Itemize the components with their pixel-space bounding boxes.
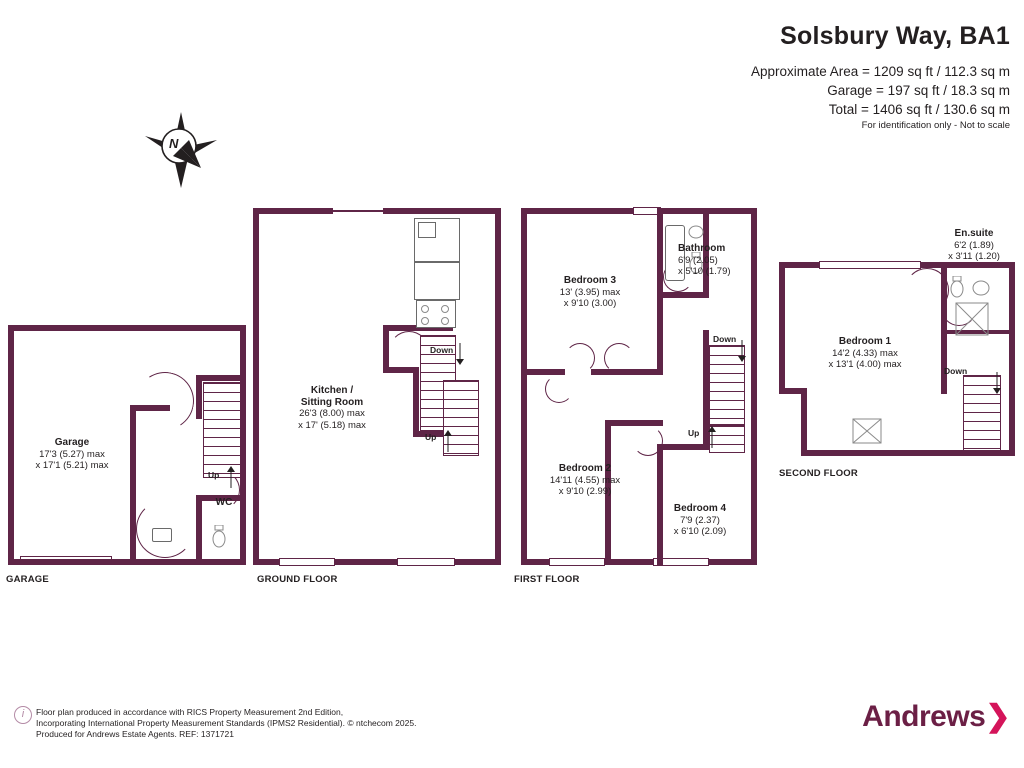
ensuite-basin-icon bbox=[972, 280, 990, 296]
garage-partition-hall-top bbox=[196, 375, 246, 381]
garage-door-opening bbox=[20, 556, 112, 563]
footer-line-1: Floor plan produced in accordance with RICS Property Measurement 2nd Edition, bbox=[36, 707, 344, 717]
hob-ring-1 bbox=[421, 305, 429, 313]
garage-partition-wc bbox=[196, 495, 202, 565]
garage-partition-vertical bbox=[130, 405, 136, 565]
first-stairs-down-label: Down bbox=[713, 334, 737, 344]
bedroom1-label: Bedroom 1 14'2 (4.33) max x 13'1 (4.00) max bbox=[828, 336, 902, 370]
ground-wall-right bbox=[495, 208, 501, 565]
wc-basin-icon bbox=[152, 528, 172, 542]
ground-window-bottom-2 bbox=[397, 558, 455, 566]
ground-stair-wall-down bbox=[413, 367, 419, 437]
garage-wall-left bbox=[8, 325, 14, 565]
garage-stairs bbox=[203, 382, 241, 478]
ground-wall-bottom-2 bbox=[335, 559, 397, 565]
hob-ring-3 bbox=[421, 317, 429, 325]
wc-label: WC bbox=[215, 497, 233, 508]
second-floor-label: SECOND FLOOR bbox=[779, 468, 858, 479]
ensuite-toilet-icon bbox=[949, 276, 965, 300]
bedroom4-label: Bedroom 4 7'9 (2.37) x 6'10 (2.09) bbox=[673, 503, 727, 537]
page-title: Solsbury Way, BA1 bbox=[780, 22, 1010, 50]
first-wall-bottom-1 bbox=[521, 559, 549, 565]
hob-ring-4 bbox=[441, 317, 449, 325]
first-wall-top-left bbox=[521, 208, 633, 214]
first-up-arrow bbox=[707, 426, 717, 448]
first-wall-left bbox=[521, 208, 527, 565]
second-wall-left bbox=[779, 262, 785, 394]
compass-rose bbox=[143, 110, 219, 190]
first-partition-bathroom-bottom bbox=[663, 292, 703, 298]
second-window-top bbox=[819, 261, 921, 269]
ground-wall-bottom-3 bbox=[455, 559, 501, 565]
ground-down-arrow bbox=[455, 343, 465, 365]
garage-stairs-up-label: Up bbox=[208, 470, 220, 480]
second-stairs-down-label: Down bbox=[944, 366, 968, 376]
first-door-arc-bed3 bbox=[565, 343, 595, 373]
footer-text bbox=[36, 707, 416, 740]
bedroom3-label: Bedroom 3 13' (3.95) max x 9'10 (3.00) bbox=[559, 275, 621, 309]
garage-partition-hall-right bbox=[196, 375, 202, 419]
first-partition-corridor bbox=[611, 420, 663, 426]
garage-wall-top bbox=[8, 325, 246, 331]
area-line-1: Approximate Area = 1209 sq ft / 112.3 sq m bbox=[750, 64, 1010, 79]
area-summary bbox=[751, 62, 1010, 119]
ground-wall-left bbox=[253, 208, 259, 565]
ensuite-label: En.suite 6'2 (1.89) x 3'11 (1.20) bbox=[948, 228, 1000, 262]
garage-room-label: Garage 17'3 (5.27) max x 17'1 (5.21) max bbox=[35, 437, 109, 471]
kitchen-counter-run bbox=[414, 262, 460, 300]
compass-north-label: N bbox=[169, 136, 179, 151]
second-down-arrow bbox=[992, 372, 1002, 394]
ground-up-arrow bbox=[443, 430, 453, 452]
ground-stairs-down-label: Down bbox=[430, 345, 454, 355]
ground-wall-top-right bbox=[383, 208, 501, 214]
first-wall-bottom-2 bbox=[605, 559, 653, 565]
first-door-arc-bed4 bbox=[633, 426, 663, 456]
ground-window-bottom-1 bbox=[279, 558, 335, 566]
ground-floor-label: GROUND FLOOR bbox=[257, 574, 338, 585]
area-line-2: Garage = 197 sq ft / 18.3 sq m bbox=[827, 83, 1010, 98]
ground-wall-top-window bbox=[333, 210, 383, 212]
kitchen-sink-icon bbox=[418, 222, 436, 238]
ensuite-shower-icon bbox=[955, 302, 989, 336]
ground-wall-top-left bbox=[253, 208, 333, 214]
second-wall-left-step bbox=[801, 388, 807, 456]
garage-floor-label: GARAGE bbox=[6, 574, 49, 585]
kitchen-sitting-room-label: Kitchen / Sitting Room 26'3 (8.00) max x 17' (5.18) max bbox=[298, 385, 366, 431]
area-line-3: Total = 1406 sq ft / 130.6 sq m bbox=[828, 102, 1010, 117]
first-window-bottom-1 bbox=[549, 558, 605, 566]
footer-line-3: Produced for Andrews Estate Agents. REF: 1371721 bbox=[36, 729, 234, 739]
garage-stairs-up-arrow bbox=[226, 466, 236, 488]
bedroom2-label: Bedroom 2 14'11 (4.55) max x 9'10 (2.99) bbox=[549, 463, 621, 497]
footer-line-2: Incorporating International Property Measurement Standards (IPMS2 Residential). © ntchecom 2025. bbox=[36, 718, 417, 728]
bathroom-label: Bathroom 6'9 (2.05) x 5'10 (1.79) bbox=[678, 243, 731, 277]
ground-stairs-up-label: Up bbox=[425, 432, 437, 442]
garage-door-arc-hall bbox=[131, 367, 200, 436]
first-down-arrow bbox=[737, 340, 747, 362]
wc-toilet-icon bbox=[210, 525, 228, 551]
disclaimer-text: For identification only - Not to scale bbox=[861, 120, 1010, 131]
info-icon: i bbox=[14, 706, 32, 724]
first-stairs-up-label: Up bbox=[688, 428, 700, 438]
second-wall-top-right bbox=[921, 262, 1015, 268]
second-storage-icon bbox=[852, 418, 882, 444]
brand-chevron-icon: ❯ bbox=[985, 700, 1010, 733]
hob-ring-2 bbox=[441, 305, 449, 313]
ground-wall-bottom-1 bbox=[253, 559, 279, 565]
second-wall-top-left bbox=[779, 262, 819, 268]
first-wall-bottom-3 bbox=[709, 559, 757, 565]
andrews-logo bbox=[862, 699, 1010, 734]
first-wall-top-right bbox=[661, 208, 757, 214]
first-floor-label: FIRST FLOOR bbox=[514, 574, 580, 585]
second-wall-right bbox=[1009, 262, 1015, 456]
bathroom-basin-icon bbox=[688, 225, 704, 239]
brand-name: Andrews bbox=[862, 700, 986, 733]
first-door-arc-landing bbox=[604, 343, 634, 373]
first-partition-bed4-top bbox=[663, 444, 709, 450]
compass-icon bbox=[143, 110, 219, 190]
first-door-arc-bed2 bbox=[545, 375, 573, 403]
